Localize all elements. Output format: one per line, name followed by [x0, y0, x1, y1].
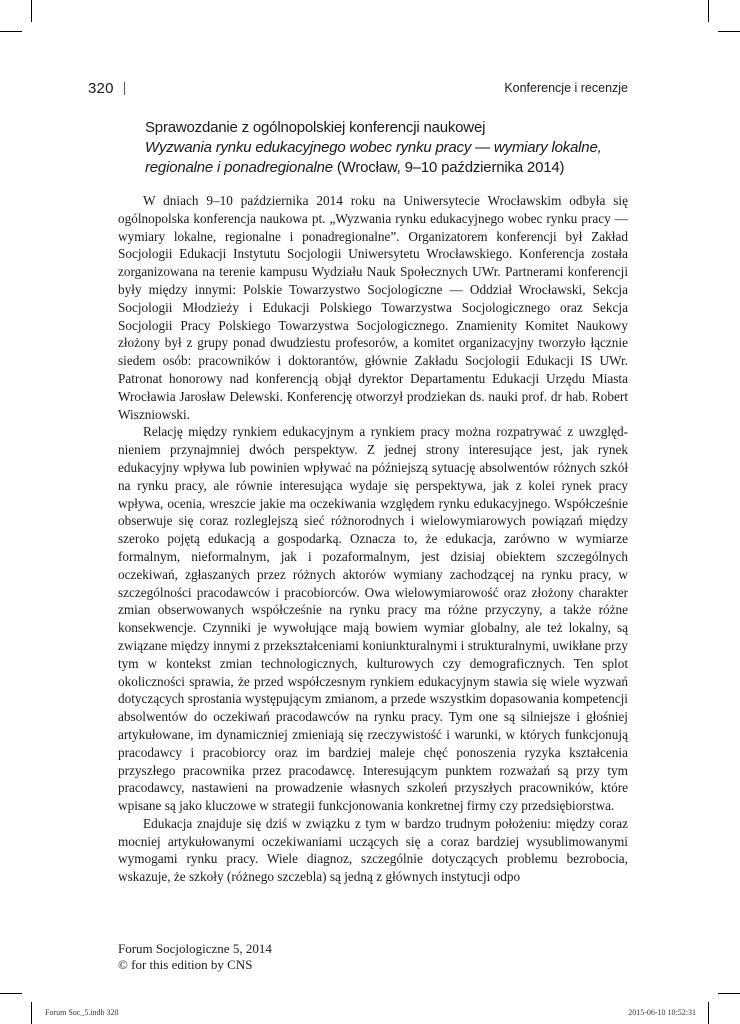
article-body [118, 192, 628, 886]
title-line-3-italic: regionalne i ponadregionalne [145, 159, 333, 176]
running-head [88, 80, 628, 98]
paragraph: Edukacja znajduje się dziś w związku z tym w bardzo trudnym położeniu: między coraz mocniej artykułowanymi oczekiwaniami uczących się a coraz bardziej wysublimowanymi wymogami rynku pracy. Wiele diagnoz, szczególnie dotyczących problemu bezrobocia, wskazuje, że szkoły (różnego szczebla) są jedną z głównych instytucji odpo [118, 815, 628, 885]
paragraph: W dniach 9–10 października 2014 roku na Uniwersytecie Wrocławskim odbyła się ogólnopolska konferencja naukowa pt. „Wyzwania rynku edukacyjnego wobec rynku pracy — wymiary lokalne, regionalne i ponadregionalne”. Organizatorem konferencji był Zakład Socjologii Edukacji Instytutu Socjologii Uniwersytetu Wrocławskiego. Konferencja została zorganizowana na terenie kampusu Wydziału Nauk Społecznych UWr. Partnerami konferencji były między innymi: Polskie Towarzystwo Socjologiczne — Oddział Wrocławski, Sekcja Socjologii Młodzieży i Edukacji Polskiego Towarzystwa Socjologicznego oraz Sekcja Socjologii Pracy Polskiego Towarzystwa Socjologicznego. Znamienity Komitet Naukowy złożony był z grupy ponad dwudziestu profesorów, a komitet organizacyjny tworzyło łącznie siedem osób: pracowników i doktorantów, głównie Zakładu Socjologii Edukacji IS UWr. Patronat honorowy nad konferencją objął dyrektor Departamentu Edukacji Urzędu Miasta Wrocławia Jarosław Delewski. Konferencję otworzył prodziekan ds. nauki prof. dr hab. Robert Wiszniowski. [118, 193, 628, 422]
paragraph: Relację między rynkiem edukacyjnym a rynkiem pracy można rozpatrywać z uwzględnieniem przynajmniej dwóch perspektyw. Z jednej strony interesujące jest, jak rynek edukacyjny wpływa lub powinien wpływać na późniejszą sytuację absolwentów różnych szkół na rynku pracy, ale równie interesująca wydaje się perspektywa, jak z kolei rynek pracy wpływa, ocenia, wreszcie jakie ma oczekiwania względem rynku edukacyjnego. Współcześnie obserwuje się coraz rozleglejszą sieć różnorodnych i wielowymiarowych powiązań między szeroko pojętą edukacją a gospodarką. Oznacza to, że edukacja, zarówno w wymiarze formalnym, nieformalnym, jak i pozaformalnym, jest dzisiaj obiektem szczególnych oczekiwań, zgłaszanych przez różnych aktorów wymiany zachodzącej na rynku pracy, w szczególności pracodawców i pracobiorców. Owa wielowymiarowość oraz złożony charakter zmian obserwowanych współcześnie na rynku pracy ma różne przyczyny, a także różne konsekwencje. Czynniki je wywołujące mają bowiem wymiar globalny, ale też lokalny, są związane między innymi z przekształceniami koniunkturalnymi i strukturalnymi, uwikłane przy tym w kontekst zmian technologicznych, kulturowych czy demograficznych. Ten splot okoliczności sprawia, że przed współczesnym rynkiem edukacyjnym stawia się wiele wyzwań dotyczących sprostania występującym zmianom, a przede wszystkim dopasowania kompetencji absolwentów do oczekiwań pracodawców na rynku pracy. Tym one są silniejsze i głośniej artykułowane, im dynamiczniej zmieniają się rzeczywistość i warunki, w których funkcjonują pracodawcy i pracobiorcy oraz im bardziej maleje chęć ponoszenia ryzyka kształcenia przyszłego pracownika przez pracodawcę. Interesującym punktem rozważań są przy tym pracodawcy, nastawieni na prowadzenie własnych szkoleń przyszłych pracowników, które wpisane są jako kluczowe w strategii funkcjonowania konkretnej firmy czy przedsiębiorstwa. [118, 424, 628, 814]
crop-mark [718, 993, 740, 994]
print-slug-file: Forum Soc_5.indb 320 [45, 1008, 119, 1017]
crop-mark [708, 1002, 709, 1024]
article-title [145, 118, 625, 178]
crop-mark [708, 0, 709, 22]
journal-name: Forum Socjologiczne 5, 2014 [118, 941, 272, 956]
page-number: 320 [88, 80, 114, 97]
title-line-3 [145, 158, 625, 178]
crop-mark [31, 0, 32, 22]
running-head-divider [124, 82, 125, 95]
title-line-3-place-date: (Wrocław, 9–10 października 2014) [332, 159, 565, 176]
print-slug-timestamp: 2015-06-10 10:52:31 [628, 1008, 696, 1017]
crop-mark [718, 31, 740, 32]
crop-mark [31, 1002, 32, 1024]
title-line-1: Sprawozdanie z ogólnopolskiej konferencji naukowej [145, 119, 486, 136]
title-line-2: Wyzwania rynku edukacyjnego wobec rynku pracy — wymiary lokalne, [145, 139, 602, 156]
section-title: Konferencje i recenzje [504, 81, 628, 95]
journal-footer [118, 941, 272, 973]
copyright-note: © for this edition by CNS [118, 957, 253, 972]
crop-mark [0, 31, 22, 32]
crop-mark [0, 993, 22, 994]
